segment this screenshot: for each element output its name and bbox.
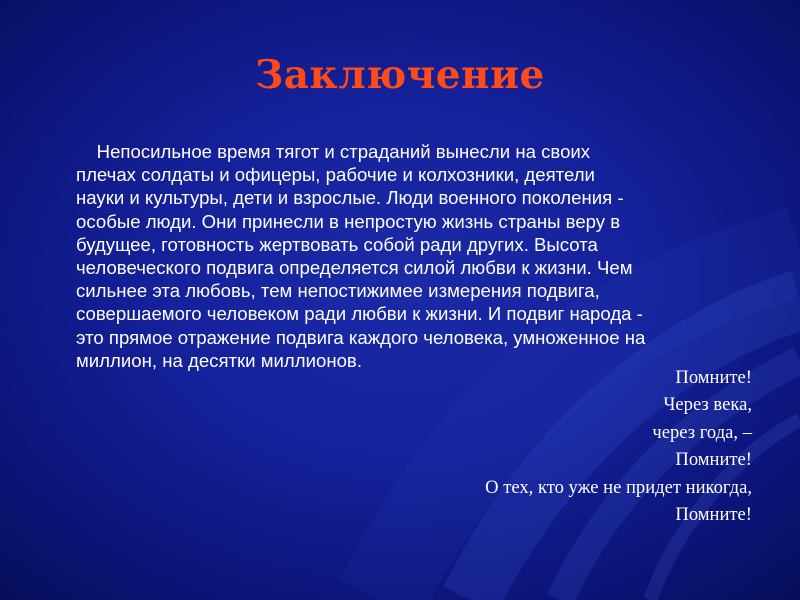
poem-line: Помните! bbox=[675, 367, 752, 388]
body-line: сильнее эта любовь, тем непостижимее измерения подвига, bbox=[76, 280, 600, 302]
body-line: совершаемого человеком ради любви к жизни. И подвиг народа - bbox=[76, 303, 643, 325]
poem-line: Через века, bbox=[663, 394, 752, 416]
body-line: будущее, готовность жертвовать собой ради других. Высота bbox=[76, 233, 598, 255]
body-line: науки и культуры, дети и взрослые. Люди военного поколения - bbox=[76, 187, 624, 209]
body-paragraph bbox=[76, 140, 766, 372]
poem-line: через года, – bbox=[652, 421, 752, 443]
poem-line: Помните! bbox=[675, 449, 752, 471]
body-line: Непосильное время тягот и страданий вынесли на своих bbox=[76, 141, 591, 162]
poem-line: Помните! bbox=[675, 504, 752, 526]
poem-line: О тех, кто уже не придет никогда, bbox=[485, 476, 752, 498]
poem-quote bbox=[352, 364, 752, 528]
body-line: человеческого подвига определяется силой любви к жизни. Чем bbox=[76, 257, 633, 279]
body-line: это прямое отражение подвига каждого человека, умноженное на bbox=[76, 326, 646, 348]
slide-title: Заключение bbox=[255, 52, 545, 98]
body-line: миллион, на десятки миллионов. bbox=[76, 349, 362, 371]
body-line: плечах солдаты и офицеры, рабочие и колхозники, деятели bbox=[76, 164, 595, 186]
body-line: особые люди. Они принесли в непростую жизнь страны веру в bbox=[76, 210, 621, 232]
